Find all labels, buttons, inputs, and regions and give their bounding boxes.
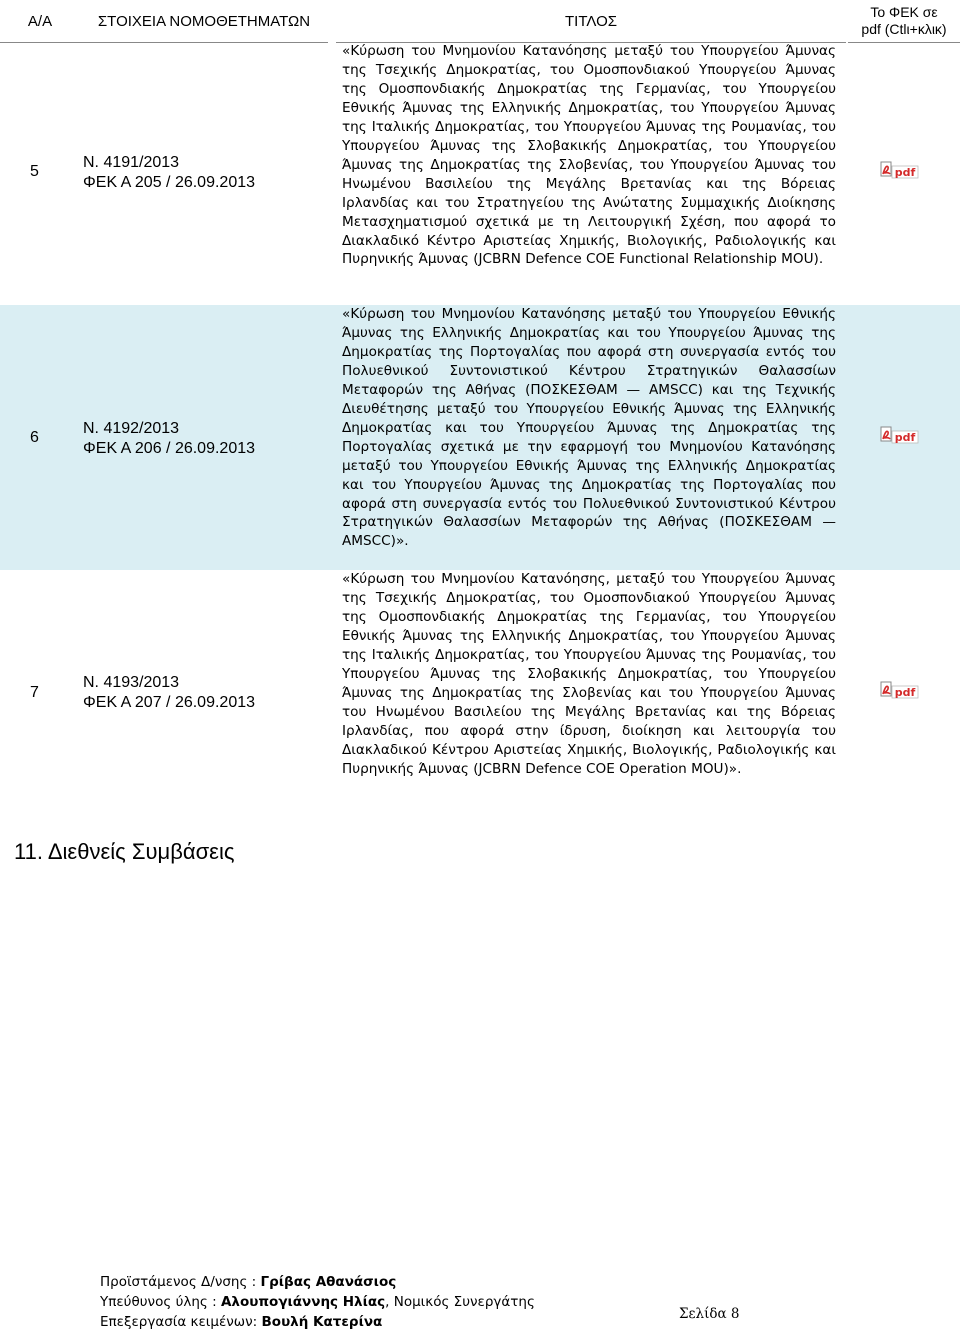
law-number: Ν. 4191/2013 [83,154,180,171]
pdf-file-icon[interactable] [880,426,920,448]
table-row [0,42,960,305]
law-reference [83,153,255,193]
fek-reference: ΦΕΚ Α 207 / 26.09.2013 [83,694,256,711]
column-header-pdf-line2: pdf (Ctlι+κλικ) [861,21,947,37]
footer-editor-name: Αλουπογιάννης Ηλίας [220,1294,386,1310]
footer-editor-role: , Νομικός Συνεργάτης [385,1294,535,1310]
column-header-law-details: ΣΤΟΙΧΕΙΑ ΝΟΜΟΘΕΤΗΜΑΤΩΝ [80,0,328,43]
svg-text:pdf: pdf [894,686,916,699]
svg-text:pdf: pdf [894,166,916,179]
column-header-aa: Α/Α [0,0,80,43]
footer-processing-label: Επεξεργασία κειμένων: [100,1314,262,1330]
svg-text:pdf: pdf [894,431,916,444]
column-header-title: ΤΙΤΛΟΣ [336,0,846,43]
footer-editor-label: Υπεύθυνος ύλης : [100,1294,221,1310]
law-reference [83,419,255,459]
column-header-pdf [848,0,960,43]
page-footer [100,1272,860,1332]
footer-processing [100,1312,860,1332]
page-number: Σελίδα 8 [679,1306,740,1322]
pdf-file-icon[interactable] [880,161,920,183]
fek-reference: ΦΕΚ Α 205 / 26.09.2013 [83,174,256,191]
law-number: Ν. 4192/2013 [83,420,180,437]
footer-director-label: Προϊστάμενος Δ/νσης : [100,1274,261,1290]
footer-processing-name: Βουλή Κατερίνα [261,1314,383,1330]
law-title: «Κύρωση του Μνημονίου Κατανόησης, μεταξύ του Υπουργείου Άμυνας της Τσεχικής Δημοκρατίας, του Ομοσπονδιακού Υπουργείου Άμυνας της Ομοσπονδιακής Δημοκρατίας της Γερμανίας, του Υπουργείου Εθνικής Άμυνας της Ελληνικής Δημοκρατίας, του Υπουργείου Άμυνας της Ιταλικής Δημοκρατίας, του Υπουργείου Άμυνας της Ρουμανίας, του Υπουργείου Άμυνας της Σλοβακικής Δημοκρατίας, του Υπουργείου Άμυνας της Δημοκρατίας της Σλοβενίας και του Υπουργείου Άμυνας του Ηνωμένου Βασιλείου της Μεγάλης Βρετανίας και της Βόρειας Ιρλανδίας, που αφορά στην ίδρυση, διοίκηση και λειτουργία του Διακλαδικού Κέντρου Αριστείας Χημικής, Βιολογικής, Ραδιολογικής και Πυρηνικής Άμυνας (JCBRN Defence COE Operation MOU)». [342,571,836,777]
row-number: 6 [30,429,39,446]
law-number: Ν. 4193/2013 [83,674,180,691]
law-title: «Κύρωση του Μνημονίου Κατανόησης μεταξύ του Υπουργείου Άμυνας της Τσεχικής Δημοκρατίας, του Ομοσπονδιακού Υπουργείου Άμυνας της Ομοσπονδιακής Δημοκρατίας της Γερμανίας, του Υπουργείου Εθνικής Άμυνας της Ελληνικής Δημοκρατίας, του Υπουργείου Άμυνας της Ιταλικής Δημοκρατίας, του Υπουργείου Άμυνας της Ρουμανίας, του Υπουργείου Άμυνας της Σλοβακικής Δημοκρατίας, του Υπουργείου Άμυνας της Δημοκρατίας της Σλοβενίας, του Υπουργείου Άμυνας του Ηνωμένου Βασιλείου της Μεγάλης Βρετανίας και της Βόρειας Ιρλανδίας και του Στρατηγείου της Ανώτατης Συμμαχικής Διοίκησης Μετασχηματισμού σχετικά με τη Λειτουργική Σχέση, που αφορά το Διακλαδικό Κέντρο Αριστείας Χημικής, Βιολογικής, Ραδιολογικής και Πυρηνικής Άμυνας (JCBRN Defence COE Functional Relationship MOU). [342,43,836,268]
law-reference [83,673,255,713]
law-title: «Κύρωση του Μνημονίου Κατανόησης μεταξύ του Υπουργείου Εθνικής Άμυνας της Ελληνικής Δημοκρατίας και του Υπουργείου Άμυνας της Δημοκρατίας της Πορτογαλίας που αφορά στη συνεργασία εντός του Πολυεθνικού Συντονιστικού Κέντρου Στρατηγικών Θαλασσίων Μεταφορών της Αθήνας (ΠΟΣΚΕΣΘΑΜ — AMSCC) και της Τεχνικής Διευθέτησης μεταξύ του Υπουργείου Εθνικής Άμυνας της Ελληνικής Δημοκρατίας και του Υπουργείου Άμυνας της Δημοκρατίας της Πορτογαλίας σχετικά με την εφαρμογή του Μνημονίου Κατανόησης μεταξύ του Υπουργείου Εθνικής Άμυνας της Ελληνικής Δημοκρατίας και του Υπουργείου Άμυνας της Δημοκρατίας της Πορτογαλίας που αφορά στη συνεργασία εντός του Πολυεθνικού Συντονιστικού Κέντρου Στρατηγικών Θαλασσίων Μεταφορών της Αθήνας (ΠΟΣΚΕΣΘΑΜ — AMSCC)». [342,306,836,550]
row-number: 5 [30,163,39,180]
footer-director [100,1272,860,1292]
row-number: 7 [30,684,39,701]
section-heading: 11. Διεθνείς Συμβάσεις [14,839,235,864]
column-header-pdf-line1: Το ΦΕΚ σε [870,4,938,20]
table-row [0,305,960,570]
footer-editor [100,1292,860,1312]
footer-director-name: Γρίβας Αθανάσιος [260,1274,397,1290]
table-row [0,570,960,818]
fek-reference: ΦΕΚ Α 206 / 26.09.2013 [83,440,256,457]
pdf-file-icon[interactable] [880,681,920,703]
